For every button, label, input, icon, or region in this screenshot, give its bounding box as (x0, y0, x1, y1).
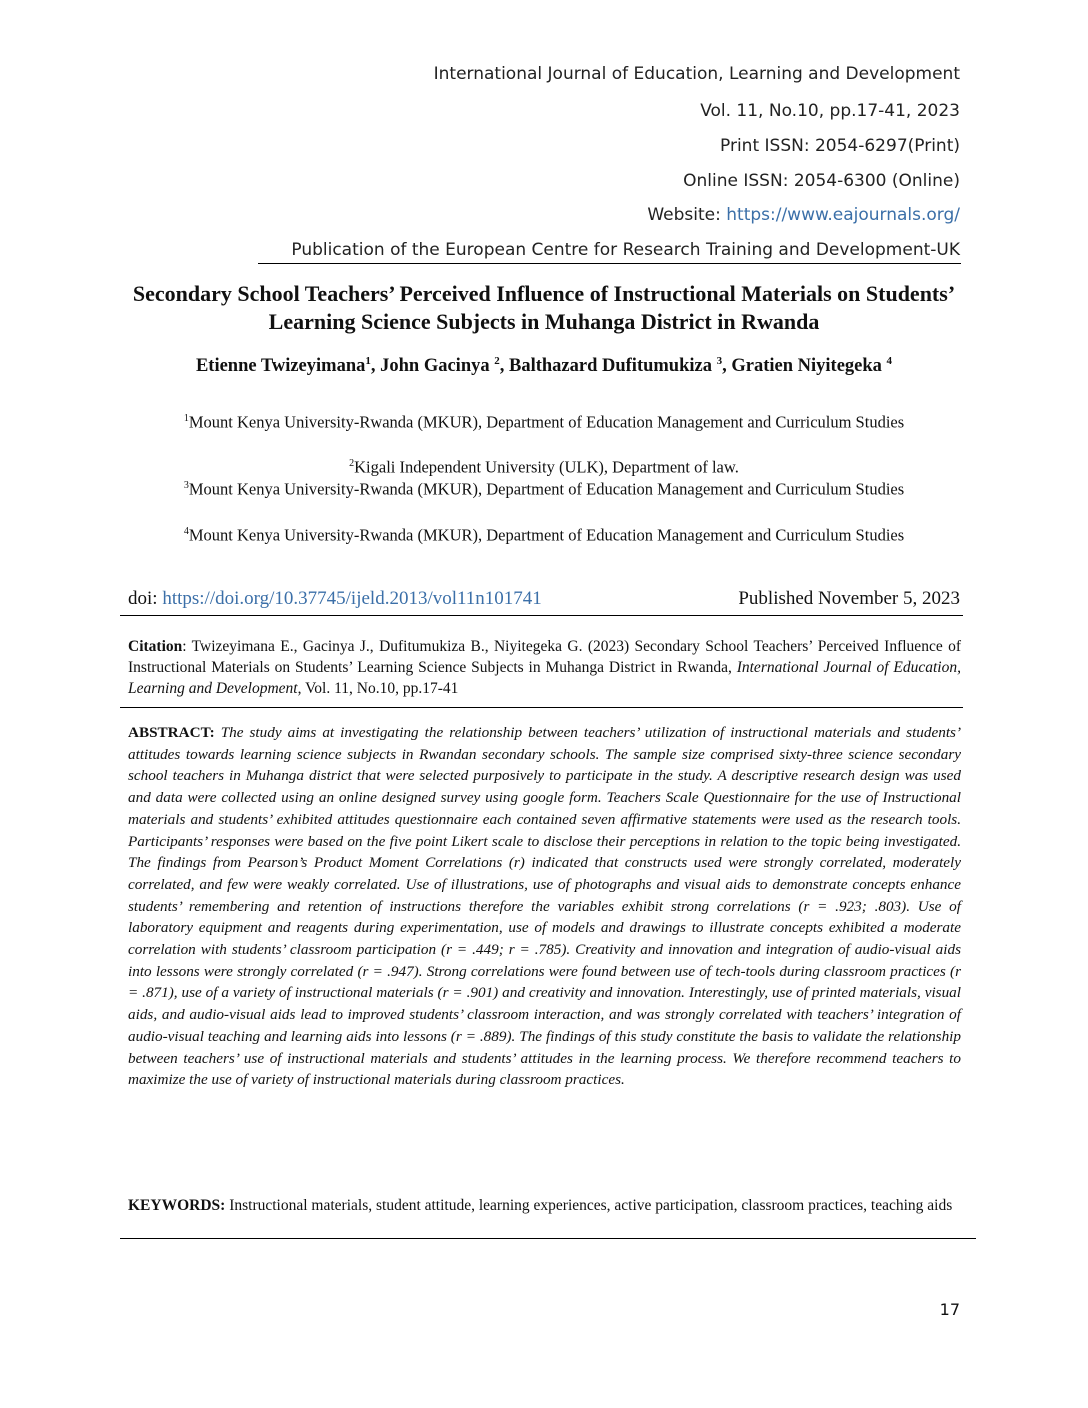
affiliation-sup: 4 (183, 526, 189, 537)
affiliation-item (140, 521, 948, 547)
affiliation-text: Mount Kenya University-Rwanda (MKUR), Department of Education Management and Curriculum Studies (188, 525, 905, 545)
author-sup: 4 (886, 355, 893, 367)
affiliation-sup: 1 (183, 413, 189, 424)
keywords-divider (120, 1238, 976, 1239)
affiliation-item (140, 475, 948, 501)
publisher-line: Publication of the European Centre for Research Training and Development-UK (291, 240, 960, 260)
author-sup: 3 (716, 355, 723, 367)
citation-divider (120, 707, 963, 708)
website-line (647, 205, 960, 225)
author-sup: 1 (365, 355, 371, 367)
author-name: Balthazard Dufitumukiza (508, 356, 712, 377)
abstract-block (128, 722, 961, 1091)
author-name: Etienne Twizeyimana (195, 356, 366, 377)
journal-volume: Vol. 11, No.10, pp.17-41, 2023 (700, 101, 960, 121)
citation-block (128, 636, 961, 699)
print-issn: Print ISSN: 2054-6297(Print) (720, 136, 960, 156)
paper-title: Secondary School Teachers’ Perceived Influence of Instructional Materials on Students’ Learning Science Subjects in Muhanga District in Rwanda (132, 281, 956, 334)
website-link[interactable]: https://www.eajournals.org/ (726, 205, 960, 225)
keywords-block (128, 1195, 961, 1216)
keywords-label: KEYWORDS: (128, 1197, 226, 1214)
author-list: Etienne Twizeyimana$^1$, John Gacinya $^2$, Balthazard Dufitumukiza $^3$, Gratien Niyitegeka $^4$ (195, 355, 893, 377)
keywords-text: Instructional materials, student attitude, learning experiences, active participation, classroom practices, teaching aids (229, 1197, 953, 1214)
abstract-text: The study aims at investigating the relationship between teachers’ utilization of instructional materials and students’ attitudes towards learning science subjects in Rwandan secondary schools. The sample size comprised sixty-three science secondary school teachers in Muhanga district that were selected purposively to participate in the study. A descriptive research design was used and data were collected using an online designed survey using google form. Teachers Scale Questionnaire for the use of Instructional materials and students’ exhibited attitudes questionnaire each contained seven affirmative statements were used as the research tools. Participants’ responses were based on the five point Likert scale to disclose their perceptions in relation to the topic being investigated. The findings from Pearson’s Product Moment Correlations (r) indicated that constructs used were strongly correlated, moderately correlated, and few were weakly correlated. Use of illustrations, use of photographs and visual aids to demonstrate concepts enhance students’ remembering and retention of instructions therefore the variables exhibit strong correlations (r = .923; .803). Use of laboratory equipment and reagents during experimentation, use of models and drawings to illustrate concepts exhibited a moderate correlation with students’ classroom participation (r = .449; r = .785). Creativity and innovation and integration of audio-visual aids into lessons were strongly correlated (r = .947). Strong correlations were found between use of tech-tools during classroom practices (r = .871), use of a variety of instructional materials (r = .901) and creativity and innovation. Interestingly, use of printed materials, visual aids, and audio-visual aids lead to improved students’ classroom interaction, and was strongly correlated with teachers’ integration of audio-visual teaching and learning aids into lessons (r = .889). The findings of this study constitute the basis to validate the relationship between teachers’ use of instructional materials and students’ attitudes in the learning process. We therefore recommend teachers to maximize the use of variety of instructional materials during classroom practices. (128, 724, 962, 1089)
citation-text: : Twizeyimana E., Gacinya J., Dufitumukiza B., Niyitegeka G. (2023) Secondary School Teachers’ Perceived Influence of Instructional Materials on Students’ Learning Science Subjects in Muhanga District in Rwanda, (128, 638, 961, 676)
journal-name: International Journal of Education, Learning and Development (433, 64, 960, 84)
online-issn: Online ISSN: 2054-6300 (Online) (683, 171, 960, 191)
citation-journal: International Journal of Education, Learning and Development (128, 659, 961, 697)
doi-line (128, 588, 542, 610)
author-sup: 2 (494, 355, 500, 367)
affiliation-text: Kigali Independent University (ULK), Department of law. (354, 457, 739, 477)
page-number: 17 (939, 1300, 960, 1319)
affiliation-sup: 2 (349, 458, 355, 469)
author-name: John Gacinya (380, 356, 490, 377)
affiliation-text: Mount Kenya University-Rwanda (MKUR), Department of Education Management and Curriculum Studies (188, 479, 905, 499)
author-name: Gratien Niyitegeka (731, 356, 882, 377)
header-divider (258, 263, 961, 264)
citation-text-end: , Vol. 11, No.10, pp.17-41 (297, 680, 459, 697)
affiliation-text: Mount Kenya University-Rwanda (MKUR), Department of Education Management and Curriculum Studies (188, 412, 905, 432)
affiliation-sup: 3 (183, 480, 189, 491)
published-date: Published November 5, 2023 (738, 588, 960, 609)
doi-divider (120, 615, 963, 616)
doi-label: doi: (128, 588, 158, 609)
abstract-label: ABSTRACT: (128, 724, 215, 741)
website-label: Website: (647, 205, 721, 225)
doi-link[interactable]: https://doi.org/10.37745/ijeld.2013/vol11n101741 (162, 588, 542, 609)
affiliation-item (140, 408, 948, 434)
citation-label: Citation (128, 638, 183, 655)
